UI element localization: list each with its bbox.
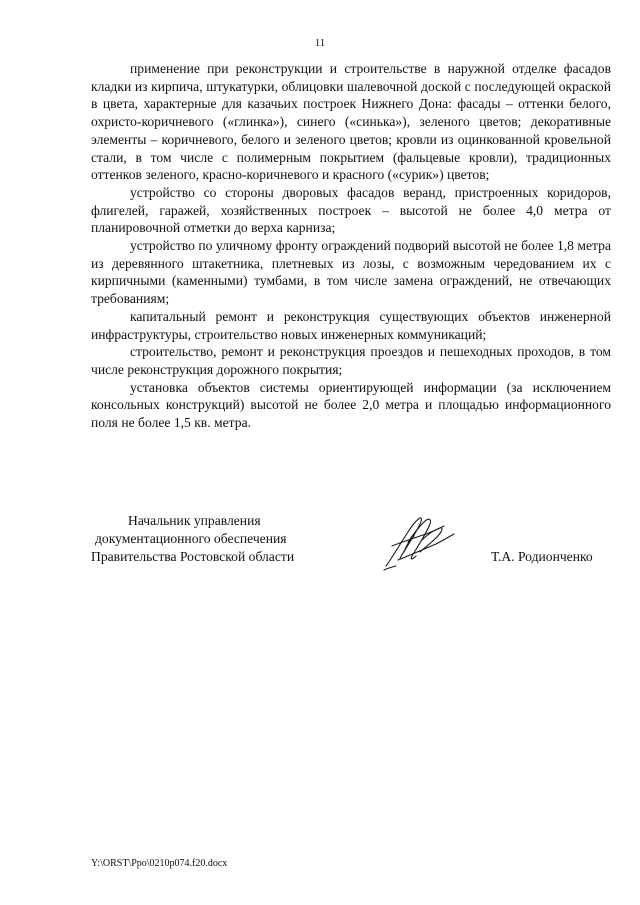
page-number: 11 — [314, 37, 326, 49]
signer-title-line-3: Правительства Ростовской области — [91, 549, 295, 564]
signer-title-line-2: документационного обеспечения — [95, 531, 287, 546]
paragraph-street-fences: устройство по уличному фронту ограждений подворий высотой не более 1,8 метра из деревянного штакетника, плетневых из лозы, с возможным чередованием их с кирпичными (каменными) тумбами, в том числе замена ограждений, не отвечающих требованиям; — [91, 238, 611, 307]
paragraph-orientation-signage: установка объектов системы ориентирующей информации (за исключением консольных конструкций) высотой не более 2,0 метра и площадью информационного поля не более 1,5 кв. метра. — [91, 379, 611, 431]
handwritten-signature — [378, 512, 458, 576]
footer-file-path: Y:\ORST\Ppo\0210p074.f20.docx — [91, 858, 228, 869]
document-body — [91, 60, 611, 432]
signature-block — [0, 512, 640, 592]
paragraph-courtyard-buildings: устройство со стороны дворовых фасадов веранд, пристроенных коридоров, флигелей, гаражей, хозяйственных построек – высотой не более 4,0 метра от планировочной отметки до верха карниза; — [91, 184, 611, 236]
signer-title-line-1: Начальник управления — [128, 513, 261, 528]
signer-name: Т.А. Родионченко — [491, 549, 593, 564]
paragraph-engineering-infrastructure: капитальный ремонт и реконструкция существующих объектов инженерной инфраструктуры, строительство новых инженерных коммуникаций; — [91, 308, 611, 342]
paragraph-facade-finishing: применение при реконструкции и строительстве в наружной отделке фасадов кладки из кирпича, штукатурки, облицовки шалевочной доской с последующей окраской в цвета, характерные для казачьих построек Нижнего Дона: фасады – оттенки белого, охристо-коричневого («глинка»), синего («синька»), зеленого цветов; декоративные элементы – коричневого, белого и зеленого цветов; кровли из оцинкованной кровельной стали, в том числе с полимерным покрытием (фальцевые кровли), традиционных оттенков зеленого, красно-коричневого и красного («сурик») цветов; — [91, 61, 611, 183]
paragraph-roads-and-walkways: строительство, ремонт и реконструкция проездов и пешеходных проходов, в том числе реконструкция дорожного покрытия; — [91, 344, 611, 377]
signer-title — [91, 512, 294, 566]
